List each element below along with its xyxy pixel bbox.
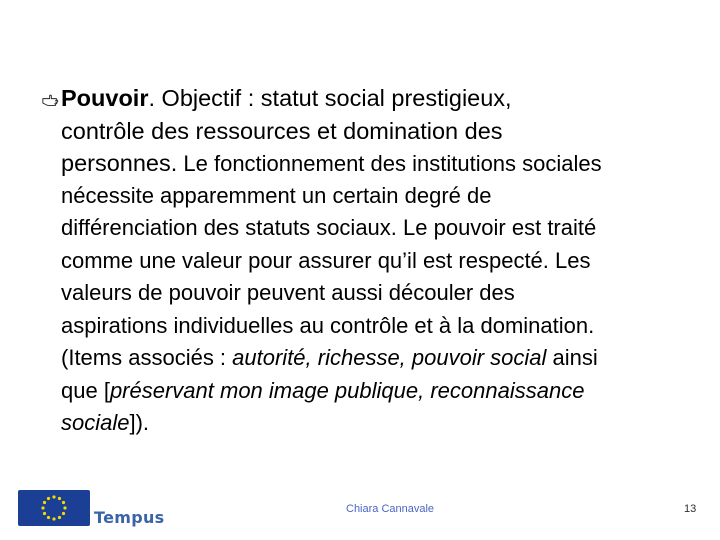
eu-flag-icon	[18, 490, 90, 526]
tempus-logo	[18, 490, 188, 526]
page-number: 13	[684, 503, 697, 515]
paragraph-line-text: comme une valeur pour assurer qu’il est respecté. Les	[61, 247, 591, 273]
paragraph-line-11	[61, 407, 710, 440]
paragraph-line-text: . Objectif : statut social prestigieux,	[148, 85, 512, 111]
paragraph-line-8	[61, 310, 710, 343]
paragraph-line-3	[61, 147, 710, 180]
paragraph-line-text: contrôle des ressources et domination des	[61, 117, 503, 144]
paragraph-italic-text: sociale	[61, 410, 130, 435]
paragraph-line-2	[61, 115, 710, 148]
paragraph-italic-text: préservant mon image publique, reconnaissance	[109, 377, 585, 403]
paragraph-line-text: ]).	[129, 410, 150, 435]
paragraph-line-text: (Items associés :	[61, 345, 233, 370]
paragraph-line-9	[61, 342, 710, 375]
paragraph-line-5	[61, 212, 710, 245]
paragraph-line-text: ainsi	[546, 345, 598, 370]
footer-author: Chiara Cannavale	[346, 503, 435, 515]
paragraph-line-4	[61, 180, 710, 213]
paragraph-line-text: valeurs de pouvoir peuvent aussi découler des	[61, 280, 515, 305]
paragraph-lead-term: Pouvoir	[61, 85, 149, 111]
paragraph-line-7	[61, 277, 710, 310]
paragraph-line-text: que [	[61, 377, 110, 403]
paragraph-line-1	[61, 82, 710, 115]
paragraph-line-text: Le fonctionnement des institutions sociales	[177, 151, 602, 176]
bullet-paragraph-pouvoir	[40, 82, 710, 440]
paragraph-line-text: personnes.	[61, 150, 178, 176]
paragraph-line-10	[61, 375, 710, 408]
tempus-logo-text: Tempus	[94, 508, 165, 527]
paragraph-line-text: différenciation des statuts sociaux. Le pouvoir est traité	[61, 215, 597, 240]
paragraph-italic-text: autorité, richesse, pouvoir social	[232, 345, 547, 370]
slide-body	[40, 82, 710, 440]
pointing-hand-bullet-icon	[42, 91, 59, 108]
paragraph-line-text: aspirations individuelles au contrôle et à la domination.	[61, 312, 595, 338]
paragraph-line-6	[61, 245, 710, 278]
paragraph-line-text: nécessite apparemment un certain degré de	[61, 182, 492, 208]
